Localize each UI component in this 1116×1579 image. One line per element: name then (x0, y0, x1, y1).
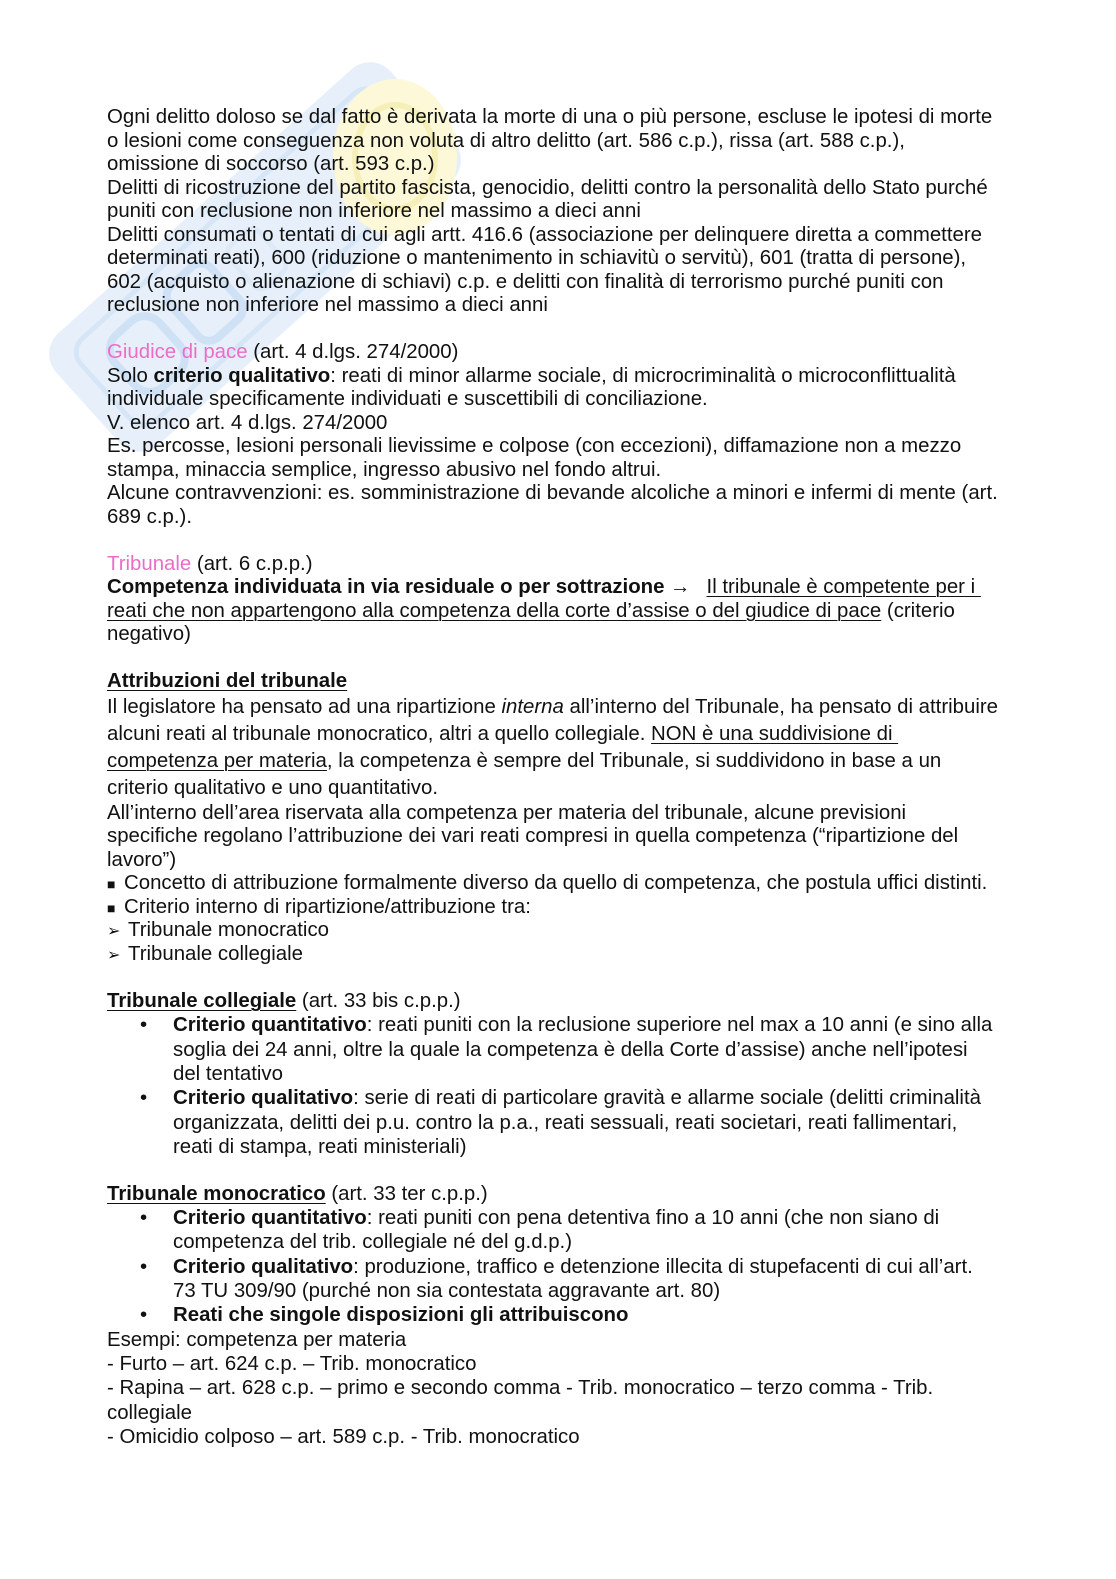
giudice-di-pace-reference: (art. 4 d.lgs. 274/2000) (247, 341, 459, 364)
document-body (107, 106, 1087, 1449)
bullet-dot-icon: • (140, 1014, 148, 1037)
intro-line: 602 (acquisto o alienazione di schiavi) c.p. e delitti con finalità di terrorismo purché puniti con (107, 270, 944, 293)
giudice-di-pace-title: Giudice di pace (107, 341, 248, 364)
bullet-dot-icon: • (140, 1255, 148, 1278)
attribuzioni-heading (107, 670, 1087, 694)
bullet-label: Criterio qualitativo (173, 1255, 354, 1278)
bullet-line (107, 1086, 1087, 1110)
intro-line: reclusione non inferiore nel massimo a dieci anni (107, 294, 548, 317)
text-block (107, 694, 1087, 802)
criterion-prefix: Solo (107, 364, 154, 387)
arrowhead-bullet-icon: ➢ (107, 946, 121, 964)
tribunale-rule-line (107, 576, 1087, 600)
bullet-line (107, 1303, 1087, 1327)
giudice-di-pace-criterion (107, 365, 1087, 389)
bullet-dot-icon: • (140, 1087, 148, 1110)
esempi-line: collegiale (107, 1401, 193, 1424)
square-list-item (107, 896, 1087, 920)
attribuzioni-line: criterio qualitativo e uno quantitativo. (107, 776, 438, 799)
attribuzioni-text: Il legislatore ha pensato ad una ripartizione (107, 695, 502, 718)
bullet-list (107, 1013, 1087, 1159)
attribuzioni-line: All’interno dell’area riservata alla competenza per materia del tribunale, alcune previsioni (107, 801, 907, 824)
tribunale-monocratico-title: Tribunale monocratico (107, 1182, 326, 1205)
arrow-list-item (107, 919, 1087, 943)
intro-line: Delitti di ricostruzione del partito fascista, genocidio, delitti contro la personalità dello Stato purché (107, 176, 988, 199)
giudice-di-pace-line: stampa, minaccia semplice, ingresso abusivo nel fondo altrui. (107, 458, 662, 481)
intro-line: determinati reati), 600 (riduzione o mantenimento in schiavitù o servitù), 601 (tratta di persone), (107, 247, 967, 270)
bullet-line (107, 1013, 1087, 1037)
bullet-line: del tentativo (173, 1062, 283, 1085)
bullet-item (107, 1206, 1087, 1255)
giudice-di-pace-line: Alcune contravvenzioni: es. somministrazione di bevande alcoliche a minori e infermi di mente (art. (107, 482, 998, 505)
tribunale-reference: (art. 6 c.p.p.) (191, 552, 313, 575)
bullet-line (107, 1206, 1087, 1230)
arrow-list-item (107, 943, 1087, 967)
bullet-text: : serie di reati di particolare gravità e allarme sociale (delitti criminalità (353, 1087, 981, 1110)
blank-line (107, 529, 1087, 553)
bullet-item (107, 1086, 1087, 1159)
tribunale-rule-line: negativo) (107, 623, 191, 646)
attribuzioni-line (107, 721, 1087, 748)
intro-line: Delitti consumati o tentati di cui agli artt. 416.6 (associazione per delinquere diretta a commettere (107, 223, 982, 246)
blank-line (107, 966, 1087, 990)
rule-label: Competenza individuata in via residuale o per sottrazione (107, 576, 665, 599)
giudice-di-pace-line: 689 c.p.). (107, 505, 193, 528)
giudice-di-pace-line: individuale specificamente individuati e suscettibili di conciliazione. (107, 388, 708, 411)
tribunale-rule-line (107, 600, 1087, 624)
bullet-text: : reati puniti con pena detentiva fino a 10 anni (che non siano di (366, 1207, 940, 1230)
giudice-di-pace-line: V. elenco art. 4 d.lgs. 274/2000 (107, 411, 388, 434)
tribunale-monocratico-heading (107, 1183, 1087, 1207)
bullet-line: soglia dei 24 anni, oltre la quale la competenza è della Corte d’assise) anche nell’ipotesi (173, 1038, 968, 1061)
bullet-line (107, 1255, 1087, 1279)
arrow-item-text: Tribunale collegiale (128, 942, 303, 965)
attribuzioni-underlined-text: competenza per materia (107, 749, 327, 772)
bullet-item (107, 1013, 1087, 1086)
square-item-text: Criterio interno di ripartizione/attribuzione tra: (124, 895, 531, 918)
giudice-di-pace-line: Es. percosse, lesioni personali lievissime e colpose (con eccezioni), diffamazione non a mezzo (107, 435, 962, 458)
bullet-list (107, 1206, 1087, 1449)
bullet-label: Criterio quantitativo (173, 1207, 367, 1230)
text-block (107, 1159, 1087, 1206)
attribuzioni-line: specifiche regolano l’attribuzione dei vari reati compresi in quella competenza (“ripartizione del (107, 825, 959, 848)
esempi-line: - Omicidio colposo – art. 589 c.p. - Trib. monocratico (107, 1425, 580, 1448)
attribuzioni-line (107, 748, 1087, 775)
bullet-item (107, 1255, 1087, 1304)
intro-line: o lesioni come conseguenza non voluta di altro delitto (art. 586 c.p.), rissa (art. 588 c.p.), (107, 129, 905, 152)
esempi-line: - Furto – art. 624 c.p. – Trib. monocratico (107, 1352, 477, 1375)
text-block (107, 106, 1087, 694)
intro-line: puniti con reclusione non inferiore nel massimo a dieci anni (107, 200, 641, 223)
square-bullet-icon: ■ (107, 899, 116, 916)
text-block (107, 802, 1087, 1014)
attribuzioni-title: Attribuzioni del tribunale (107, 670, 348, 693)
bullet-line: organizzata, delitti dei p.u. contro la p.a., reati sessuali, reati societari, reati fallimentari, (173, 1111, 958, 1134)
square-item-text: Concetto di attribuzione formalmente diverso da quello di competenza, che postula uffici distinti. (124, 872, 988, 895)
giudice-di-pace-heading (107, 341, 1087, 365)
bullet-text: : produzione, traffico e detenzione illecita di stupefacenti di cui all’art. (353, 1255, 973, 1278)
tribunale-collegiale-reference: (art. 33 bis c.p.p.) (296, 989, 461, 1012)
arrowhead-bullet-icon: ➢ (107, 923, 121, 941)
intro-line: Ogni delitto doloso se dal fatto è derivata la morte di una o più persone, escluse le ipotesi di morte (107, 106, 993, 128)
bullet-line: 73 TU 309/90 (purché non sia contestata aggravante art. 80) (173, 1280, 721, 1303)
blank-line (107, 318, 1087, 342)
bullet-line: competenza del trib. collegiale né del g.d.p.) (173, 1231, 572, 1254)
attribuzioni-line: lavoro”) (107, 848, 177, 871)
criterion-text: : reati di minor allarme sociale, di microcriminalità o microconflittualità (330, 364, 956, 387)
tribunale-collegiale-title: Tribunale collegiale (107, 989, 297, 1012)
tribunale-title: Tribunale (107, 552, 192, 575)
bullet-dot-icon: • (140, 1304, 148, 1327)
blank-line (107, 647, 1087, 671)
bullet-label: Criterio quantitativo (173, 1014, 367, 1037)
rule-underlined-text: reati che non appartengono alla competenza della corte d’assise o del giudice di pace (107, 599, 882, 622)
arrow-item-text: Tribunale monocratico (128, 919, 329, 942)
attribuzioni-text: all’interno del Tribunale, ha pensato di attribuire (563, 695, 998, 718)
attribuzioni-text: alcuni reati al tribunale monocratico, altri a quello collegiale. (107, 722, 652, 745)
tribunale-monocratico-reference: (art. 33 ter c.p.p.) (325, 1182, 488, 1205)
criterion-label: criterio qualitativo (153, 364, 331, 387)
square-bullet-icon: ■ (107, 876, 116, 893)
right-arrow-icon: → (664, 576, 691, 599)
attribuzioni-italic-text: interna (501, 695, 564, 718)
tribunale-heading (107, 553, 1087, 577)
rule-tail: (criterio (881, 599, 955, 622)
bullet-line: reati di stampa, reati ministeriali) (173, 1135, 467, 1158)
bullet-label: Reati che singole disposizioni gli attribuiscono (173, 1304, 629, 1327)
tribunale-collegiale-heading (107, 990, 1087, 1014)
intro-line: omissione di soccorso (art. 593 c.p.) (107, 153, 435, 176)
bullet-label: Criterio qualitativo (173, 1087, 354, 1110)
bullet-item (107, 1303, 1087, 1327)
attribuzioni-text: , la competenza è sempre del Tribunale, si suddividono in base a un (326, 749, 942, 772)
rule-underlined-text: Il tribunale è competente per i (706, 576, 981, 599)
esempi-title: Esempi: competenza per materia (107, 1328, 407, 1351)
esempi-line: - Rapina – art. 628 c.p. – primo e secondo comma - Trib. monocratico – terzo comma - Trib. (107, 1377, 934, 1400)
square-list-item (107, 872, 1087, 896)
bullet-text: : reati puniti con la reclusione superiore nel max a 10 anni (e sino alla (366, 1014, 993, 1037)
blank-line (107, 1159, 1087, 1183)
attribuzioni-underlined-text: NON è una suddivisione di (651, 722, 899, 745)
attribuzioni-line (107, 694, 1087, 721)
bullet-dot-icon: • (140, 1207, 148, 1230)
